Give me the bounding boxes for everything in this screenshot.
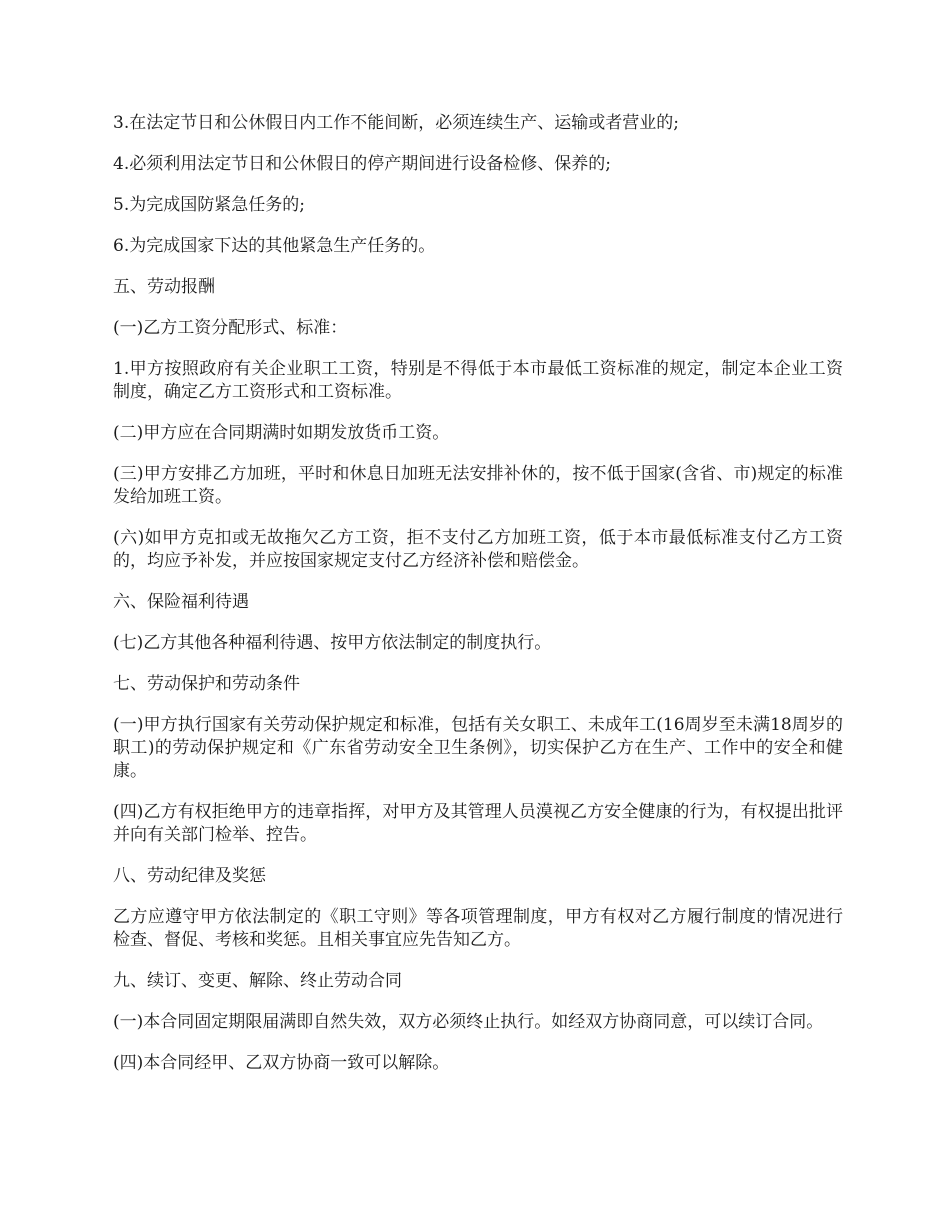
paragraph-12: (七)乙方其他各种福利待遇、按甲方依法制定的制度执行。 <box>113 633 552 653</box>
paragraph-2: 4.必须利用法定节日和公休假日的停产期间进行设备检修、保养的; <box>113 154 611 174</box>
paragraph-17: 乙方应遵守甲方依法制定的《职工守则》等各项管理制度，甲方有权对乙方履行制度的情况进行检查、督促、考核和奖惩。且相关事宜应先告知乙方。 <box>113 907 843 950</box>
paragraph-1: 3.在法定节日和公休假日内工作不能间断，必须连续生产、运输或者营业的; <box>113 113 679 133</box>
section-heading-7: 七、劳动保护和劳动条件 <box>113 674 300 694</box>
paragraph-10: (六)如甲方克扣或无故拖欠乙方工资，拒不支付乙方加班工资，低于本市最低标准支付乙方工资的，均应予补发，并应按国家规定支付乙方经济补偿和赔偿金。 <box>113 528 843 571</box>
paragraph-6: (一)乙方工资分配形式、标准： <box>113 318 348 338</box>
section-heading-5: 五、劳动报酬 <box>113 277 215 297</box>
paragraph-3: 5.为完成国防紧急任务的; <box>113 195 305 215</box>
section-heading-6: 六、保险福利待遇 <box>113 592 249 612</box>
paragraph-7: 1.甲方按照政府有关企业职工工资，特别是不得低于本市最低工资标准的规定，制定本企业工资制度，确定乙方工资形式和工资标准。 <box>113 359 843 402</box>
section-heading-8: 八、劳动纪律及奖惩 <box>113 866 266 886</box>
paragraph-14: (一)甲方执行国家有关劳动保护规定和标准，包括有关女职工、未成年工(16周岁至未满18周岁的职工)的劳动保护规定和《广东省劳动安全卫生条例》，切实保护乙方在生产、工作中的安全和健康。 <box>113 715 843 781</box>
paragraph-20: (四)本合同经甲、乙双方协商一致可以解除。 <box>113 1053 450 1073</box>
paragraph-4: 6.为完成国家下达的其他紧急生产任务的。 <box>113 236 436 256</box>
paragraph-8: (二)甲方应在合同期满时如期发放货币工资。 <box>113 423 450 443</box>
document-body <box>113 112 843 1093</box>
paragraph-15: (四)乙方有权拒绝甲方的违章指挥，对甲方及其管理人员漠视乙方安全健康的行为，有权提出批评并向有关部门检举、控告。 <box>113 802 843 845</box>
paragraph-9: (三)甲方安排乙方加班，平时和休息日加班无法安排补休的，按不低于国家(含省、市)规定的标准发给加班工资。 <box>113 464 843 507</box>
section-heading-9: 九、续订、变更、解除、终止劳动合同 <box>113 971 402 991</box>
paragraph-19: (一)本合同固定期限届满即自然失效，双方必须终止执行。如经双方协商同意，可以续订合同。 <box>113 1012 824 1032</box>
